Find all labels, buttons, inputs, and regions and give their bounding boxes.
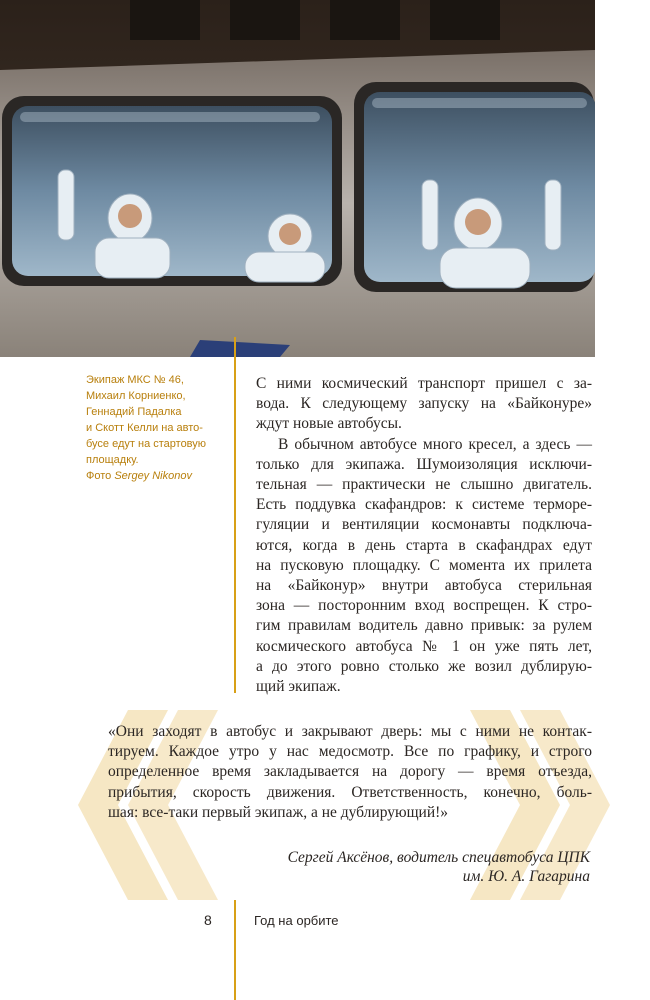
- pull-quote: [108, 722, 592, 823]
- body-line: В обычном автобусе много кресел, а здесь —: [278, 435, 592, 453]
- photo-credit-prefix: Фото: [86, 470, 115, 482]
- cover-photo: [0, 0, 595, 357]
- attribution-line: Сергей Аксёнов, водитель спецавтобуса ЦПК: [287, 849, 590, 866]
- quote-line: шая: все-таки первый экипаж, а не дублирующий!»: [108, 803, 449, 821]
- caption-line: площадку.: [86, 454, 139, 466]
- body-line: ются, когда в день старта в скафандрах едут: [256, 536, 592, 554]
- caption-line: и Скотт Келли на авто-: [86, 422, 203, 434]
- body-line: зона — посторонним вход воспрещен. К стро-: [256, 597, 592, 615]
- photographer-name: Sergey Nikonov: [114, 470, 192, 482]
- body-line: ждут новые автобусы.: [256, 415, 402, 433]
- photo-caption: [86, 372, 228, 484]
- body-line: космического автобуса № 1 он уже пять лет,: [256, 637, 592, 655]
- body-line: только для экипажа. Шумоизоляция исключи-: [256, 455, 592, 473]
- body-line: на «Байконур» внутри автобуса стерильная: [256, 577, 592, 595]
- body-line: Есть поддувка скафандров: к системе терморе-: [256, 496, 592, 514]
- accent-rule-top: [234, 337, 236, 693]
- caption-line: Экипаж МКС № 46,: [86, 374, 184, 386]
- body-line: щий экипаж.: [256, 678, 341, 696]
- body-line: С ними космический транспорт пришел с за-: [256, 375, 592, 392]
- caption-line: Михаил Корниенко,: [86, 390, 186, 402]
- quote-line: тируем. Каждое утро у нас медосмотр. Все по графику, и строго: [108, 743, 592, 761]
- accent-rule-bottom: [234, 900, 236, 1000]
- body-line: тельная — практически не слышно двигатель.: [256, 476, 592, 494]
- body-line: на пусковую площадку. С момента их прилета: [256, 556, 592, 574]
- body-line: гим правилам водитель давно привык: за рулем: [256, 617, 592, 635]
- quote-attribution: [288, 848, 590, 886]
- article-body: [256, 374, 592, 697]
- body-line: гуляции и вентиляции космонавты подключа-: [256, 516, 592, 534]
- quote-line: прибытия, скорость движения. Ответственность, конечно, боль-: [108, 783, 592, 801]
- attribution-line: им. Ю. А. Гагарина: [462, 868, 590, 885]
- running-head: Год на орбите: [254, 913, 339, 928]
- caption-line: бусе едут на стартовую: [86, 438, 207, 450]
- page-number: 8: [204, 912, 212, 928]
- quote-line: «Они заходят в автобус и закрывают дверь: мы с ними не контак-: [108, 723, 592, 740]
- caption-line: Геннадий Падалка: [86, 406, 182, 418]
- body-line: а до этого ровно столько же возил дублирую-: [256, 657, 592, 675]
- photo-credit: [86, 468, 228, 484]
- astronaut-bus-photo-icon: [0, 0, 595, 357]
- quote-line: определенное время закладывается на дорогу — время отъезда,: [108, 763, 592, 781]
- body-line: вода. К следующему запуску на «Байконуре»: [256, 395, 592, 413]
